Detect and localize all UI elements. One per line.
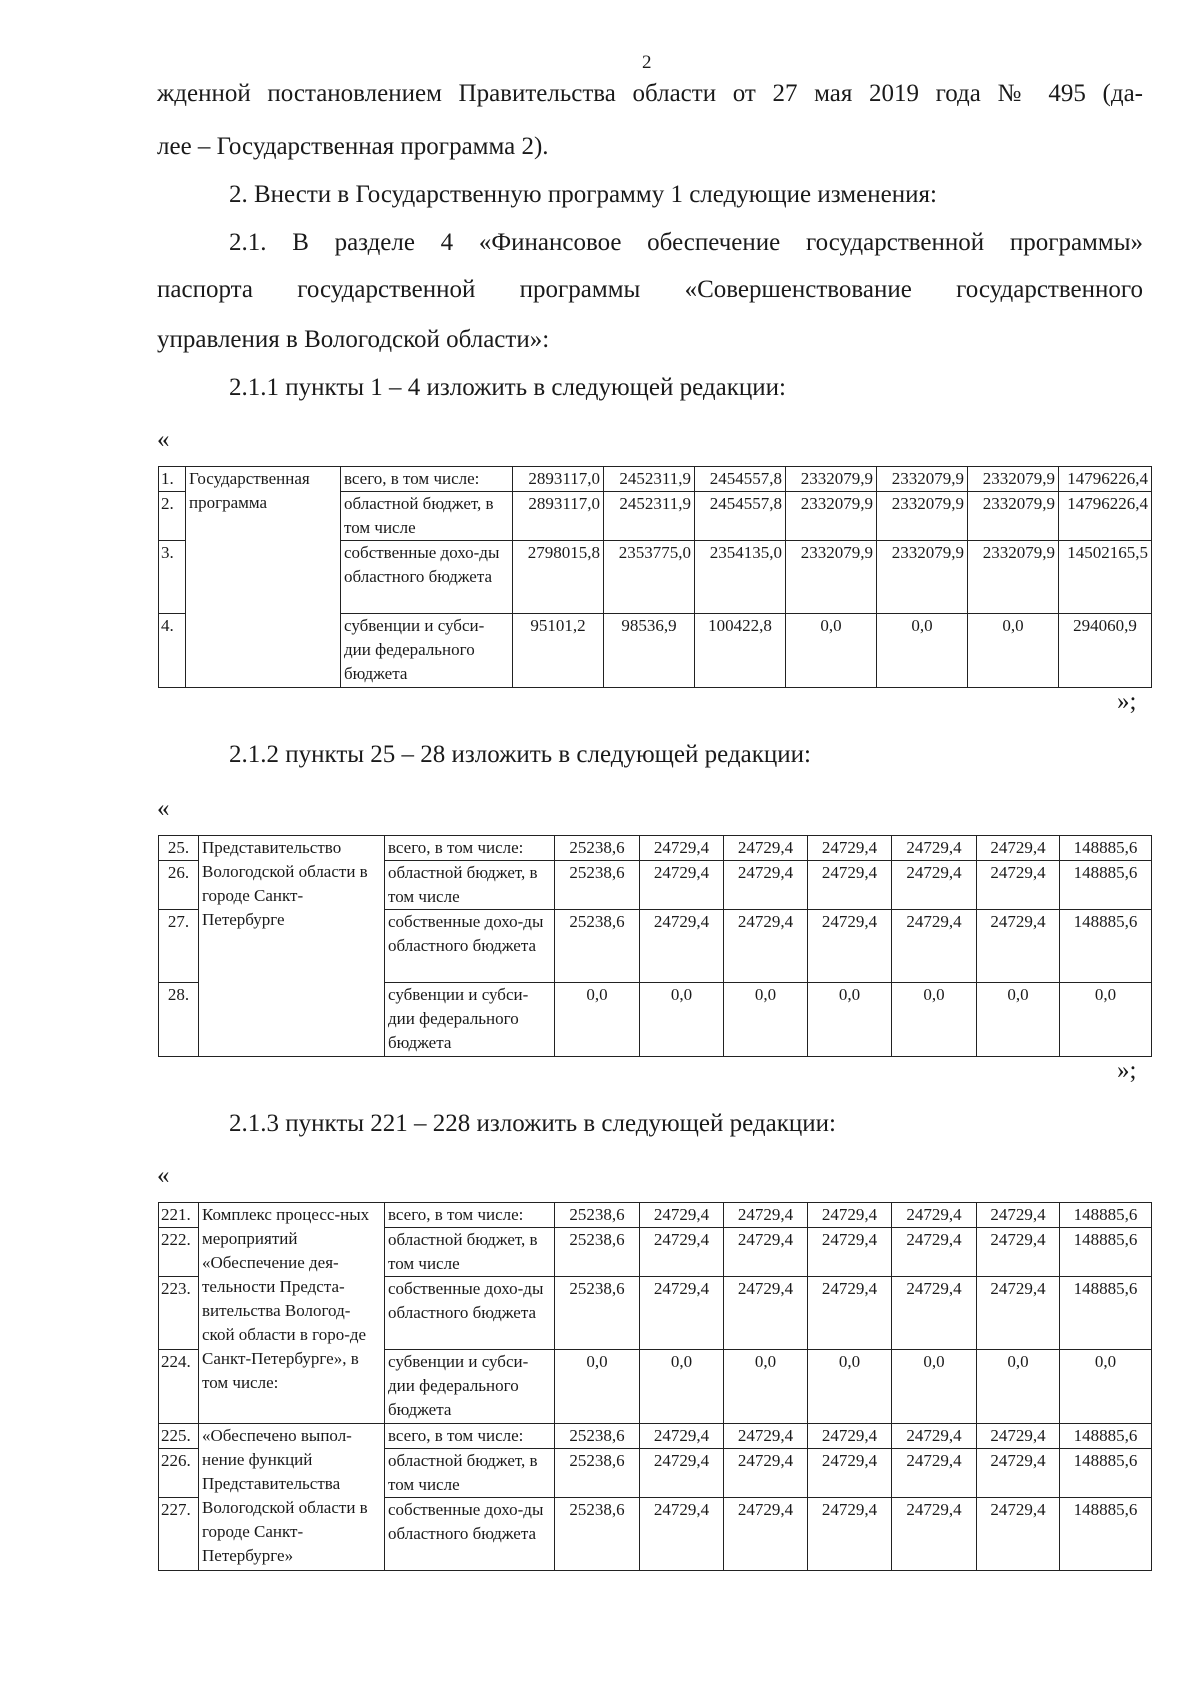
value-cell: 24729,4 bbox=[977, 836, 1060, 861]
value-cell: 24729,4 bbox=[724, 1228, 808, 1277]
value-cell: 2354135,0 bbox=[695, 541, 786, 614]
section-heading: 2.1.1 пункты 1 – 4 изложить в следующей редакции: bbox=[229, 374, 786, 401]
source-label: субвенции и субси-дии федерального бюджета bbox=[341, 614, 513, 688]
value-cell: 2332079,9 bbox=[877, 541, 968, 614]
value-cell: 2452311,9 bbox=[604, 467, 695, 492]
value-cell: 24729,4 bbox=[724, 1424, 808, 1449]
value-cell: 0,0 bbox=[640, 983, 724, 1057]
value-cell: 24729,4 bbox=[808, 1424, 892, 1449]
value-cell: 24729,4 bbox=[724, 836, 808, 861]
value-cell: 24729,4 bbox=[892, 1228, 977, 1277]
source-label: собственные дохо-ды областного бюджета bbox=[385, 1277, 555, 1350]
value-cell: 25238,6 bbox=[555, 1203, 640, 1228]
row-number: 1. bbox=[159, 467, 186, 492]
program-name: Комплекс процесс-ных мероприятий «Обеспечение дея-тельности Предста-вительства Вологод-ской области в горо-де Санкт-Петербурге», в том числе: bbox=[199, 1203, 385, 1424]
paragraph-line: 2.1. В разделе 4 «Финансовое обеспечение государственной программы» bbox=[229, 229, 1143, 256]
program-name: Государственная программа bbox=[186, 467, 341, 688]
program-name: «Обеспечено выпол-нение функций Представительства Вологодской области в городе Санкт-Петербурге» bbox=[199, 1424, 385, 1571]
value-cell: 24729,4 bbox=[977, 1277, 1060, 1350]
value-cell: 2893117,0 bbox=[513, 467, 604, 492]
source-label: всего, в том числе: bbox=[385, 1203, 555, 1228]
value-cell: 95101,2 bbox=[513, 614, 604, 688]
value-cell: 0,0 bbox=[724, 983, 808, 1057]
value-cell: 2332079,9 bbox=[877, 467, 968, 492]
row-number: 224. bbox=[159, 1350, 199, 1424]
total-cell: 148885,6 bbox=[1060, 1277, 1152, 1350]
total-cell: 14796226,4 bbox=[1059, 467, 1152, 492]
value-cell: 25238,6 bbox=[555, 861, 640, 910]
value-cell: 2332079,9 bbox=[786, 467, 877, 492]
value-cell: 2452311,9 bbox=[604, 492, 695, 541]
value-cell: 0,0 bbox=[724, 1350, 808, 1424]
close-quote: »; bbox=[1117, 1057, 1137, 1084]
value-cell: 0,0 bbox=[892, 1350, 977, 1424]
open-quote: « bbox=[157, 795, 170, 822]
row-number: 221. bbox=[159, 1203, 199, 1228]
value-cell: 24729,4 bbox=[977, 1449, 1060, 1498]
value-cell: 0,0 bbox=[808, 1350, 892, 1424]
value-cell: 24729,4 bbox=[724, 861, 808, 910]
total-cell: 148885,6 bbox=[1060, 1424, 1152, 1449]
source-label: собственные дохо-ды областного бюджета bbox=[385, 1498, 555, 1571]
value-cell: 24729,4 bbox=[808, 836, 892, 861]
value-cell: 24729,4 bbox=[892, 1203, 977, 1228]
value-cell: 0,0 bbox=[892, 983, 977, 1057]
section-heading: 2.1.3 пункты 221 – 228 изложить в следующей редакции: bbox=[229, 1110, 836, 1137]
total-cell: 294060,9 bbox=[1059, 614, 1152, 688]
value-cell: 24729,4 bbox=[724, 1277, 808, 1350]
value-cell: 24729,4 bbox=[640, 910, 724, 983]
value-cell: 2454557,8 bbox=[695, 492, 786, 541]
value-cell: 2332079,9 bbox=[786, 492, 877, 541]
close-quote: »; bbox=[1117, 688, 1137, 715]
value-cell: 2332079,9 bbox=[968, 492, 1059, 541]
finance-table-1 bbox=[158, 466, 1152, 688]
source-label: собственные дохо-ды областного бюджета bbox=[341, 541, 513, 614]
value-cell: 25238,6 bbox=[555, 1449, 640, 1498]
total-cell: 14502165,5 bbox=[1059, 541, 1152, 614]
value-cell: 0,0 bbox=[555, 983, 640, 1057]
value-cell: 24729,4 bbox=[892, 1277, 977, 1350]
row-number: 4. bbox=[159, 614, 186, 688]
value-cell: 25238,6 bbox=[555, 836, 640, 861]
row-number: 3. bbox=[159, 541, 186, 614]
value-cell: 24729,4 bbox=[724, 1498, 808, 1571]
total-cell: 148885,6 bbox=[1060, 910, 1152, 983]
value-cell: 24729,4 bbox=[640, 836, 724, 861]
total-cell: 0,0 bbox=[1060, 983, 1152, 1057]
value-cell: 2454557,8 bbox=[695, 467, 786, 492]
value-cell: 24729,4 bbox=[977, 1424, 1060, 1449]
source-label: субвенции и субси-дии федерального бюджета bbox=[385, 1350, 555, 1424]
row-number: 227. bbox=[159, 1498, 199, 1571]
value-cell: 2332079,9 bbox=[968, 541, 1059, 614]
paragraph-line: управления в Вологодской области»: bbox=[157, 326, 550, 353]
value-cell: 24729,4 bbox=[808, 1277, 892, 1350]
value-cell: 24729,4 bbox=[640, 1277, 724, 1350]
value-cell: 24729,4 bbox=[808, 1498, 892, 1571]
source-label: субвенции и субси-дии федерального бюджета bbox=[385, 983, 555, 1057]
value-cell: 24729,4 bbox=[977, 1228, 1060, 1277]
row-number: 25. bbox=[159, 836, 199, 861]
value-cell: 100422,8 bbox=[695, 614, 786, 688]
row-number: 222. bbox=[159, 1228, 199, 1277]
program-name: Представительство Вологодской области в городе Санкт-Петербурге bbox=[199, 836, 385, 1057]
finance-table-2 bbox=[158, 835, 1152, 1057]
value-cell: 24729,4 bbox=[892, 910, 977, 983]
value-cell: 24729,4 bbox=[892, 1424, 977, 1449]
row-number: 2. bbox=[159, 492, 186, 541]
value-cell: 24729,4 bbox=[808, 1228, 892, 1277]
source-label: всего, в том числе: bbox=[385, 1424, 555, 1449]
value-cell: 24729,4 bbox=[892, 1498, 977, 1571]
paragraph-line: лее – Государственная программа 2). bbox=[157, 133, 549, 160]
value-cell: 25238,6 bbox=[555, 1498, 640, 1571]
value-cell: 24729,4 bbox=[640, 1498, 724, 1571]
value-cell: 0,0 bbox=[786, 614, 877, 688]
total-cell: 148885,6 bbox=[1060, 836, 1152, 861]
value-cell: 0,0 bbox=[555, 1350, 640, 1424]
value-cell: 24729,4 bbox=[640, 1449, 724, 1498]
source-label: областной бюджет, в том числе bbox=[385, 1449, 555, 1498]
value-cell: 0,0 bbox=[977, 983, 1060, 1057]
row-number: 223. bbox=[159, 1277, 199, 1350]
value-cell: 24729,4 bbox=[808, 1449, 892, 1498]
value-cell: 98536,9 bbox=[604, 614, 695, 688]
open-quote: « bbox=[157, 1162, 170, 1189]
total-cell: 0,0 bbox=[1060, 1350, 1152, 1424]
value-cell: 2332079,9 bbox=[786, 541, 877, 614]
value-cell: 25238,6 bbox=[555, 1228, 640, 1277]
value-cell: 24729,4 bbox=[640, 1228, 724, 1277]
value-cell: 2893117,0 bbox=[513, 492, 604, 541]
row-number: 26. bbox=[159, 861, 199, 910]
value-cell: 0,0 bbox=[808, 983, 892, 1057]
value-cell: 25238,6 bbox=[555, 1424, 640, 1449]
value-cell: 24729,4 bbox=[640, 861, 724, 910]
section-heading: 2.1.2 пункты 25 – 28 изложить в следующей редакции: bbox=[229, 741, 811, 768]
row-number: 226. bbox=[159, 1449, 199, 1498]
value-cell: 24729,4 bbox=[977, 1498, 1060, 1571]
source-label: областной бюджет, в том числе bbox=[385, 1228, 555, 1277]
row-number: 225. bbox=[159, 1424, 199, 1449]
value-cell: 24729,4 bbox=[892, 861, 977, 910]
source-label: областной бюджет, в том числе bbox=[385, 861, 555, 910]
value-cell: 0,0 bbox=[640, 1350, 724, 1424]
value-cell: 24729,4 bbox=[808, 910, 892, 983]
value-cell: 24729,4 bbox=[977, 861, 1060, 910]
value-cell: 24729,4 bbox=[808, 861, 892, 910]
open-quote: « bbox=[157, 426, 170, 453]
value-cell: 24729,4 bbox=[640, 1424, 724, 1449]
total-cell: 14796226,4 bbox=[1059, 492, 1152, 541]
finance-table-3 bbox=[158, 1202, 1152, 1571]
paragraph-item-2: 2. Внести в Государственную программу 1 следующие изменения: bbox=[229, 181, 937, 208]
value-cell: 0,0 bbox=[877, 614, 968, 688]
value-cell: 24729,4 bbox=[892, 836, 977, 861]
value-cell: 24729,4 bbox=[640, 1203, 724, 1228]
value-cell: 24729,4 bbox=[892, 1449, 977, 1498]
value-cell: 0,0 bbox=[977, 1350, 1060, 1424]
value-cell: 24729,4 bbox=[977, 910, 1060, 983]
value-cell: 2332079,9 bbox=[968, 467, 1059, 492]
value-cell: 0,0 bbox=[968, 614, 1059, 688]
source-label: собственные дохо-ды областного бюджета bbox=[385, 910, 555, 983]
total-cell: 148885,6 bbox=[1060, 1228, 1152, 1277]
value-cell: 25238,6 bbox=[555, 910, 640, 983]
value-cell: 25238,6 bbox=[555, 1277, 640, 1350]
row-number: 28. bbox=[159, 983, 199, 1057]
page-number: 2 bbox=[642, 52, 652, 73]
value-cell: 24729,4 bbox=[977, 1203, 1060, 1228]
value-cell: 24729,4 bbox=[724, 1449, 808, 1498]
paragraph-line: паспорта государственной программы «Совершенствование государственного bbox=[157, 276, 1143, 303]
source-label: всего, в том числе: bbox=[385, 836, 555, 861]
value-cell: 2798015,8 bbox=[513, 541, 604, 614]
value-cell: 2353775,0 bbox=[604, 541, 695, 614]
value-cell: 2332079,9 bbox=[877, 492, 968, 541]
total-cell: 148885,6 bbox=[1060, 1498, 1152, 1571]
source-label: областной бюджет, в том числе bbox=[341, 492, 513, 541]
value-cell: 24729,4 bbox=[724, 910, 808, 983]
total-cell: 148885,6 bbox=[1060, 1203, 1152, 1228]
row-number: 27. bbox=[159, 910, 199, 983]
source-label: всего, в том числе: bbox=[341, 467, 513, 492]
value-cell: 24729,4 bbox=[808, 1203, 892, 1228]
total-cell: 148885,6 bbox=[1060, 1449, 1152, 1498]
total-cell: 148885,6 bbox=[1060, 861, 1152, 910]
paragraph-line: жденной постановлением Правительства области от 27 мая 2019 года № 495 (да- bbox=[157, 80, 1143, 107]
value-cell: 24729,4 bbox=[724, 1203, 808, 1228]
